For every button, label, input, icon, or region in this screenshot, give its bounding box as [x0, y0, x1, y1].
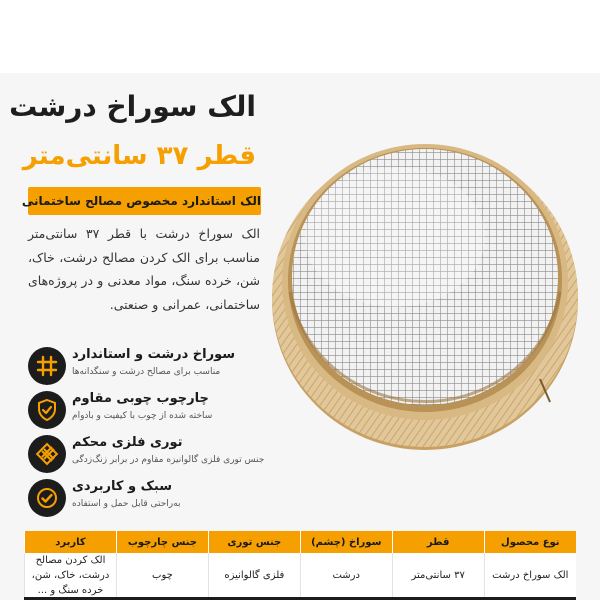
spec-table [24, 531, 576, 599]
feature-title: سبک و کاربردی [72, 479, 173, 494]
cell-diameter: ۳۷ سانتی‌متر [392, 553, 484, 599]
feature-title: چارچوب چوبی مقاوم [72, 391, 209, 406]
feature-title: توری فلزی محکم [72, 435, 183, 450]
feature-desc: جنس توری فلزی گالوانیزه مقاوم در برابر زنگ‌زدگی [72, 455, 265, 465]
cell-frame-material: چوب [116, 553, 208, 599]
feature-desc: ساخته شده از چوب با کیفیت و بادوام [72, 411, 213, 421]
feature-title: سوراخ درشت و استاندارد [72, 347, 236, 362]
header-product-type: نوع محصول [484, 531, 576, 553]
mesh-icon [28, 435, 66, 473]
header-diameter: قطر [392, 531, 484, 553]
table-row [25, 553, 577, 599]
category-badge: الک استاندارد مخصوص مصالح ساختمانی [28, 187, 261, 215]
page-subtitle: قطر ۳۷ سانتی‌متر [22, 141, 256, 171]
header-mesh-hole: سوراخ (چشم) [300, 531, 392, 553]
cell-mesh-hole: درشت [300, 553, 392, 599]
grid-icon [28, 347, 66, 385]
spec-table-header [25, 531, 577, 553]
header-mesh-material: جنس توری [208, 531, 300, 553]
shield-check-icon [28, 391, 66, 429]
page-title: الک سوراخ درشت [9, 90, 256, 123]
product-description: الک سوراخ درشت با قطر ۳۷ سانتی‌متر مناسب برای الک کردن مصالح درشت، خاک، شن، خرده سنگ، مواد معدنی و در پروژه‌های ساختمانی، عمرانی و صنعتی. [28, 226, 260, 312]
sieve-product-image [265, 117, 585, 452]
cell-mesh-material: فلزی گالوانیزه [208, 553, 300, 599]
feature-desc: مناسب برای مصالح درشت و سنگدانه‌ها [72, 367, 221, 377]
cell-product-type: الک سوراخ درشت [484, 553, 576, 599]
header-frame-material: جنس چارچوب [116, 531, 208, 553]
cell-usage: الک کردن مصالح درشت، خاک، شن، خرده سنگ و ... [25, 553, 117, 599]
header-usage: کاربرد [25, 531, 117, 553]
feature-desc: به‌راحتی قابل حمل و استفاده [72, 499, 181, 509]
feature-item [28, 479, 338, 523]
check-circle-icon [28, 479, 66, 517]
